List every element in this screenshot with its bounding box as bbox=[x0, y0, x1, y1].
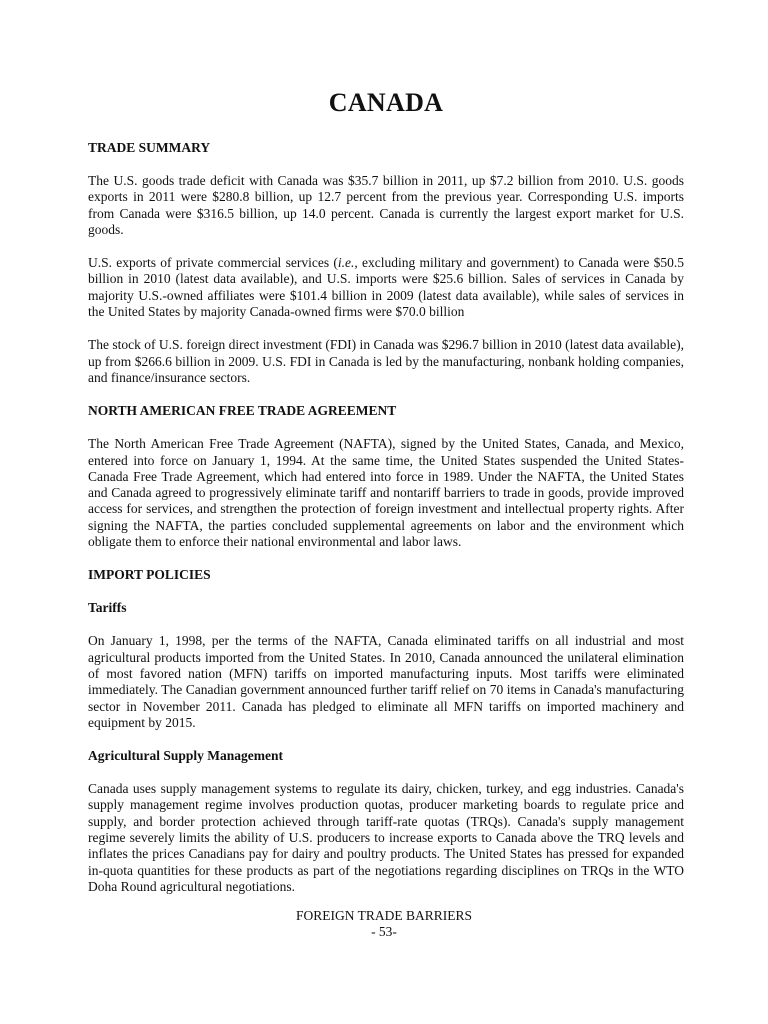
nafta-paragraph: The North American Free Trade Agreement (NAFTA), signed by the United States, Canada, and Mexico, entered into force on January 1, 1994. At the same time, the United States suspended the United States-Canada Free Trade Agreement, which had entered into force in 1989. Under the NAFTA, the United States and Canada agreed to progressively eliminate tariff and nontariff barriers to trade in goods, provide improved access for services, and strengthen the protection of foreign investment and intellectual property rights. After signing the NAFTA, the parties concluded supplemental agreements on labor and the environment which obligate them to enforce their national environmental and labor laws. bbox=[88, 436, 684, 550]
footer-title: FOREIGN TRADE BARRIERS bbox=[295, 908, 473, 923]
import-policies-heading: IMPORT POLICIES bbox=[88, 567, 211, 583]
trade-summary-paragraph-1: The U.S. goods trade deficit with Canada was $35.7 billion in 2011, up $7.2 billion from 2010. U.S. goods exports in 2011 were $280.8 billion, up 12.7 percent from the previous year. Corresponding U.S. imports from Canada were $316.5 billion, up 14.0 percent. Canada is currently the largest export market for U.S. goods. bbox=[88, 173, 684, 237]
page-number: - 53- bbox=[371, 924, 397, 939]
tariffs-heading: Tariffs bbox=[88, 600, 127, 616]
agricultural-supply-management-heading: Agricultural Supply Management bbox=[88, 748, 284, 764]
paragraph-text: , excluding military and government) to Canada were $50.5 billion in 2010 (latest data available), and U.S. imports were $25.6 billion. Sales of services in Canada by majority U.S.-owned affiliates were $101.4 billion in 2009 (latest data available), while sales of services in the United States by majority Canada-owned firms were $70.0 billion bbox=[88, 255, 685, 320]
trade-summary-heading: TRADE SUMMARY bbox=[88, 140, 211, 155]
ie-italic: i.e. bbox=[337, 255, 355, 271]
page-title: CANADA bbox=[328, 88, 444, 117]
trade-summary-paragraph-2 bbox=[88, 255, 684, 320]
agricultural-supply-management-paragraph: Canada uses supply management systems to regulate its dairy, chicken, turkey, and egg industries. Canada's supply management regime involves production quotas, producer marketing boards to regulate price and supply, and border protection achieved through tariff-rate quotas (TRQs). Canada's supply management regime severely limits the ability of U.S. producers to increase exports to Canada above the TRQ levels and inflates the prices Canadians pay for dairy and poultry products. The United States has pressed for expanded in-quota quantities for these products as part of the negotiations regarding disciplines on TRQs in the WTO Doha Round agricultural negotiations. bbox=[88, 781, 684, 894]
page-footer bbox=[0, 908, 768, 940]
trade-summary-paragraph-3: The stock of U.S. foreign direct investment (FDI) in Canada was $296.7 billion in 2010 (latest data available), up from $266.6 billion in 2009. U.S. FDI in Canada is led by the manufacturing, nonbank holding companies, and finance/insurance sectors. bbox=[88, 337, 684, 385]
document-page bbox=[88, 88, 684, 912]
tariffs-paragraph: On January 1, 1998, per the terms of the NAFTA, Canada eliminated tariffs on all industrial and most agricultural products imported from the United States. In 2010, Canada announced the unilateral elimination of most favored nation (MFN) tariffs on imported manufacturing inputs. Most tariffs were eliminated immediately. The Canadian government announced further tariff relief on 70 items in Canada's manufacturing sector in November 2011. Canada has pledged to eliminate all MFN tariffs on imported machinery and equipment by 2015. bbox=[88, 633, 684, 730]
nafta-heading: NORTH AMERICAN FREE TRADE AGREEMENT bbox=[88, 403, 397, 419]
paragraph-text: U.S. exports of private commercial services ( bbox=[88, 255, 338, 271]
